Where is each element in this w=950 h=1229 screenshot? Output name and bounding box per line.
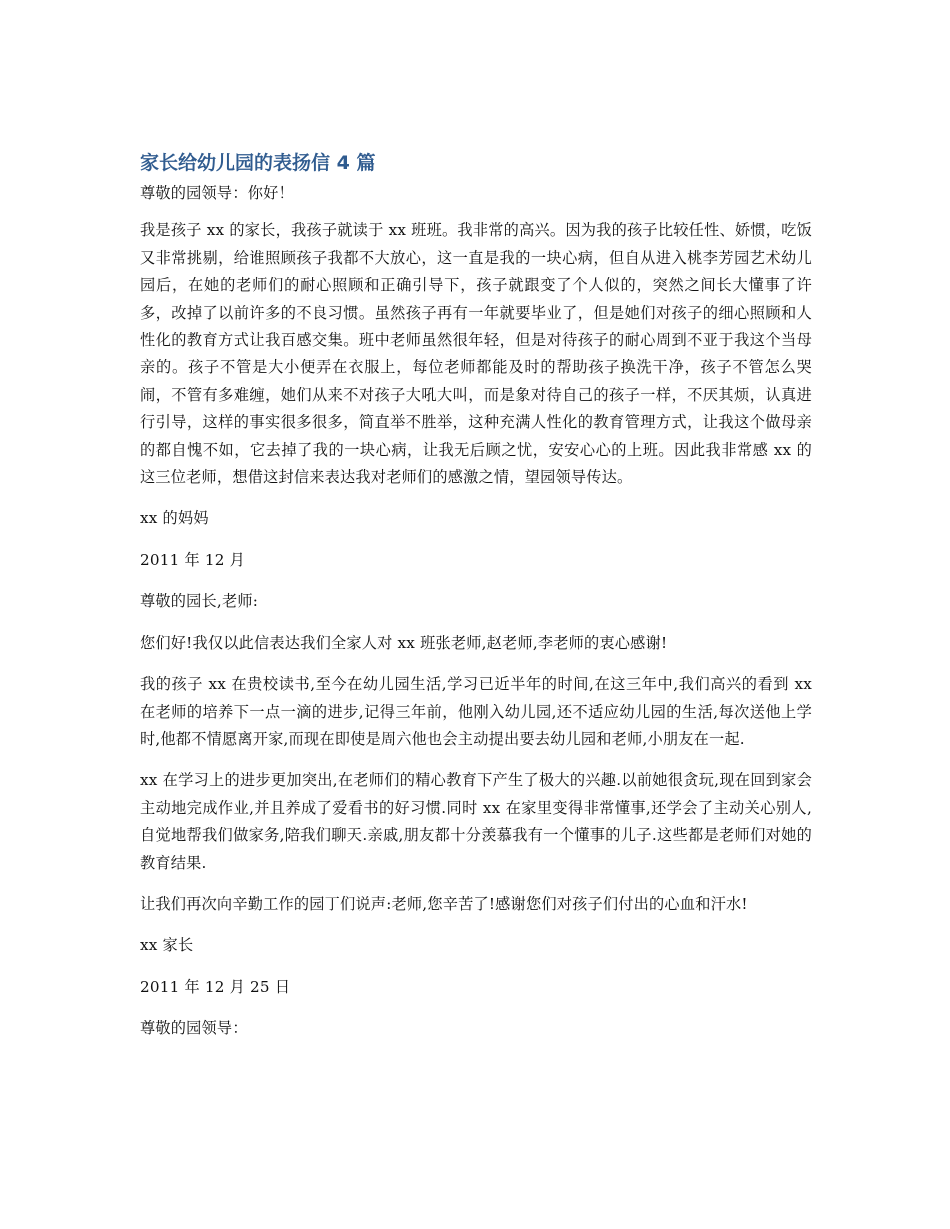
letter-2-date: 2011 年 12 月 25 日 <box>140 977 291 996</box>
greeting-2: 尊敬的园长,老师: <box>140 592 259 611</box>
document-page <box>140 148 812 1057</box>
letter-2-body-2: xx 在学习上的进步更加突出,在老师们的精心教育下产生了极大的兴趣.以前她很贪玩,现在回到家会主动地完成作业,并且养成了爱看书的好习惯.同时 xx 在家里变得非常懂事,还学会了主动关心别人,自觉地帮我们做家务,陪我们聊天.亲戚,朋友都十分羡慕我有一个懂事的儿子.这些都是老师们对她的教育结果. <box>140 771 812 872</box>
letter-2-signature: xx 家长 <box>140 936 194 955</box>
letter-1-signature: xx 的妈妈 <box>140 509 209 528</box>
letter-1-date: 2011 年 12 月 <box>140 550 246 569</box>
letter-1-body: 我是孩子 xx 的家长，我孩子就读于 xx 班班。我非常的高兴。因为我的孩子比较任性、娇惯，吃饭又非常挑剔，给谁照顾孩子我都不大放心，这一直是我的一块心病，但自从进入桃李芳园艺术幼儿园后，在她的老师们的耐心照顾和正确引导下，孩子就跟变了个人似的，突然之间长大懂事了许多，改掉了以前许多的不良习惯。虽然孩子再有一年就要毕业了，但是她们对孩子的细心照顾和人性化的教育方式让我百感交集。班中老师虽然很年轻，但是对待孩子的耐心周到不亚于我这个当母亲的。孩子不管是大小便弄在衣服上，每位老师都能及时的帮助孩子换洗干净，孩子不管怎么哭闹，不管有多难缠，她们从来不对孩子大吼大叫，而是象对待自己的孩子一样，不厌其烦，认真进行引导，这样的事实很多很多，简直举不胜举，这种充满人性化的教育管理方式，让我这个做母亲的都自愧不如，它去掉了我的一块心病，让我无后顾之忧，安安心心的上班。因此我非常感 xx 的这三位老师，想借这封信来表达我对老师们的感激之情，望园领导传达。 <box>140 221 812 487</box>
greeting-3: 尊敬的园领导： <box>140 1019 248 1038</box>
document-title: 家长给幼儿园的表扬信 4 篇 <box>140 152 376 174</box>
letter-2-closing: 让我们再次向辛勤工作的园丁们说声:老师,您辛苦了!感谢您们对孩子们付出的心血和汗水! <box>140 894 748 913</box>
greeting-1: 尊敬的园领导：你好！ <box>140 184 294 202</box>
letter-2-opening: 您们好!我仅以此信表达我们全家人对 xx 班张老师,赵老师,李老师的衷心感谢! <box>140 633 668 652</box>
letter-2-body-1: 我的孩子 xx 在贵校读书,至今在幼儿园生活,学习已近半年的时间,在这三年中,我们高兴的看到 xx 在老师的培养下一点一滴的进步,记得三年前，他刚入幼儿园,还不适应幼儿园的生活,每次送他上学时,他都不情愿离开家,而现在即使是周六他也会主动提出要去幼儿园和老师,小朋友在一起. <box>140 675 812 748</box>
